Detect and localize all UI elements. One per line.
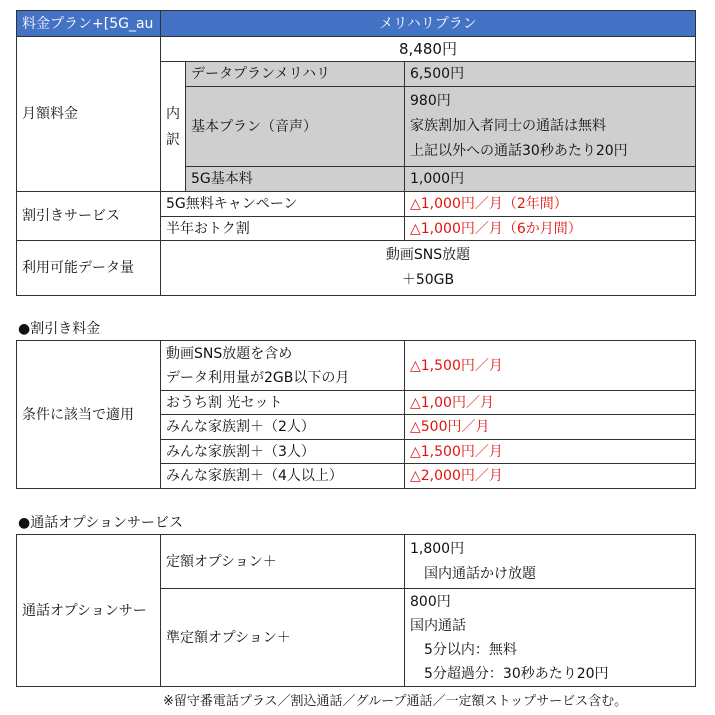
- data-allowance-value: 動画SNS放題 ＋50GB: [161, 241, 696, 296]
- discount-amount: △1,500円／月: [405, 340, 696, 391]
- call-option-label: 通話オプションサー: [16, 534, 161, 687]
- data-allowance-label: 利用可能データ量: [16, 241, 161, 296]
- call-option-name: 準定額オプション＋: [161, 589, 405, 687]
- discount-amount: △1,00円／月: [405, 391, 696, 415]
- breakdown-item-value: 980円 家族割加入者同士の通話は無料 上記以外への通話30秒あたり20円: [405, 87, 696, 167]
- total-price: 8,480円: [161, 37, 696, 62]
- breakdown-item-label: 基本プラン（音声）: [186, 87, 405, 167]
- condition-label: 条件に該当で適用: [16, 340, 161, 489]
- discount-amount: △500円／月: [405, 415, 696, 440]
- header-left: 料金プラン+[5G_au: [16, 10, 161, 37]
- discount-condition: 動画SNS放題を含め データ利用量が2GB以下の月: [161, 340, 405, 391]
- call-option-heading: ●通話オプションサービス: [18, 515, 183, 531]
- discount-name: 5G無料キャンペーン: [161, 192, 405, 217]
- discount-service-label: 割引きサービス: [16, 192, 161, 241]
- breakdown-item-value: 6,500円: [405, 62, 696, 87]
- discount-section-heading: ●割引き料金: [18, 321, 101, 337]
- call-option-detail: 800円 国内通話 5分以内：無料 5分超過分：30秒あたり20円: [405, 589, 696, 687]
- discount-condition: みんな家族割＋（3人）: [161, 440, 405, 464]
- discount-name: 半年おトク割: [161, 217, 405, 241]
- breakdown-item-value: 1,000円: [405, 167, 696, 192]
- discount-amount: △2,000円／月: [405, 464, 696, 489]
- discount-condition: みんな家族割＋（4人以上）: [161, 464, 405, 489]
- call-option-detail: 1,800円 国内通話かけ放題: [405, 534, 696, 589]
- discount-value: △1,000円／月（6か月間）: [405, 217, 696, 241]
- monthly-fee-label: 月額料金: [16, 37, 161, 192]
- breakdown-label: 内 訳: [161, 62, 186, 192]
- call-option-name: 定額オプション＋: [161, 534, 405, 589]
- discount-value: △1,000円／月（2年間）: [405, 192, 696, 217]
- breakdown-item-label: データプランメリハリ: [186, 62, 405, 87]
- discount-condition: みんな家族割＋（2人）: [161, 415, 405, 440]
- breakdown-item-label: 5G基本料: [186, 167, 405, 192]
- discount-condition: おうち割 光セット: [161, 391, 405, 415]
- discount-amount: △1,500円／月: [405, 440, 696, 464]
- footnote: ※留守番電話プラス／割込通話／グループ通話／一定額ストップサービス含む。: [163, 694, 628, 709]
- plan-name-header: メリハリプラン: [161, 10, 696, 37]
